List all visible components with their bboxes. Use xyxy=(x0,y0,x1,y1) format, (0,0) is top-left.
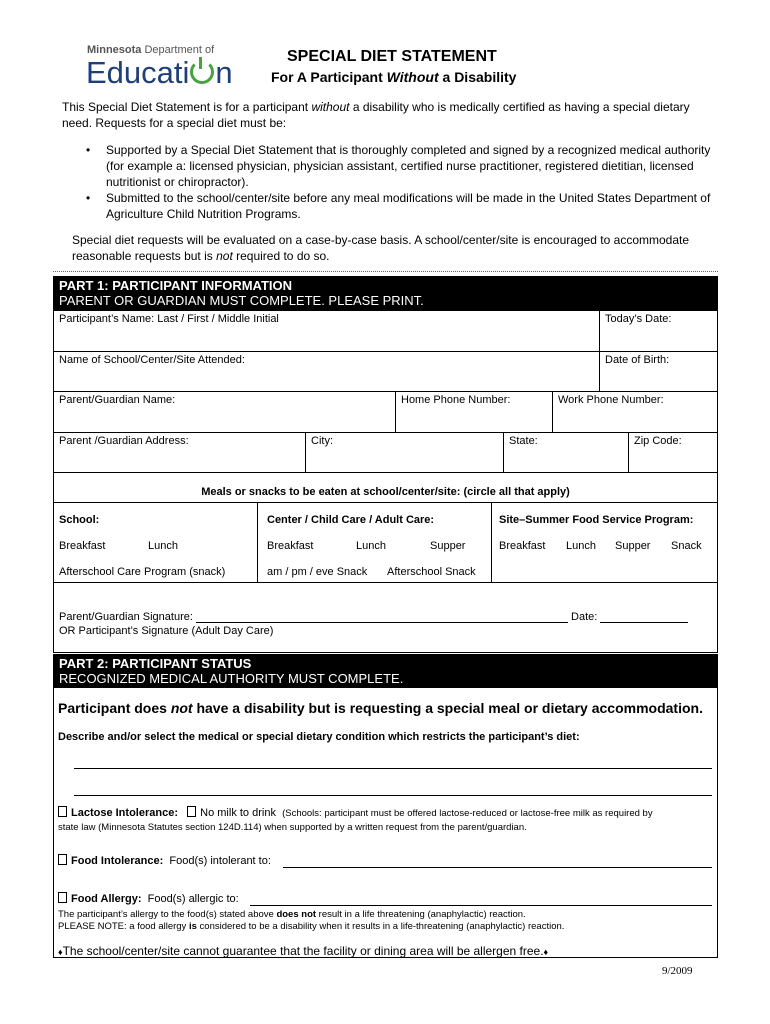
requirement-item: • Submitted to the school/center/site before any meal modifications will be made in the United States Department of Agriculture Child Nutrition Programs. xyxy=(78,190,718,222)
logo-department-line: Minnesota Department of xyxy=(87,44,215,56)
meal-option[interactable]: Lunch xyxy=(356,540,386,552)
evaluation-paragraph: Special diet requests will be evaluated on a case-by-case basis. A school/center/site is encouraged to accommodate reasonable requests but is not required to do so. xyxy=(72,233,690,263)
part2-header xyxy=(53,654,718,688)
meal-option[interactable]: Supper xyxy=(430,540,466,552)
document-subtitle: For A Participant Without a Disability xyxy=(271,69,517,85)
power-icon xyxy=(190,60,214,84)
signature-section xyxy=(54,583,717,652)
signature-date-line[interactable] xyxy=(600,622,688,623)
center-column-heading: Center / Child Care / Adult Care: xyxy=(267,514,435,526)
site-column-heading: Site–Summer Food Service Program: xyxy=(499,514,694,526)
food-allergy-option: Food Allergy: Food(s) allergic to: xyxy=(58,892,239,905)
form-row xyxy=(54,433,717,473)
form-row xyxy=(54,392,717,433)
lactose-checkbox[interactable] xyxy=(58,806,67,817)
meal-option[interactable]: Afterschool Snack xyxy=(387,566,476,578)
divider xyxy=(491,502,492,583)
no-milk-checkbox[interactable] xyxy=(187,806,196,817)
state-field[interactable]: State: xyxy=(503,433,628,472)
part1-heading: PART 1: PARTICIPANT INFORMATION xyxy=(59,278,293,293)
divider xyxy=(53,271,718,275)
work-phone-field[interactable]: Work Phone Number: xyxy=(552,392,717,432)
meal-option[interactable]: Breakfast xyxy=(267,540,314,552)
part2-heading: PART 2: PARTICIPANT STATUS xyxy=(59,656,252,671)
divider xyxy=(54,502,717,503)
document-title: SPECIAL DIET STATEMENT xyxy=(287,48,497,65)
document-version-date: 9/2009 xyxy=(662,965,693,977)
form-row xyxy=(54,352,717,392)
todays-date-field[interactable]: Today’s Date: xyxy=(599,311,717,351)
signature-row xyxy=(59,611,688,623)
requirements-list xyxy=(78,142,718,222)
part2-subheading: RECOGNIZED MEDICAL AUTHORITY MUST COMPLETE. xyxy=(59,671,404,686)
date-of-birth-field[interactable]: Date of Birth: xyxy=(599,352,717,391)
participant-name-field[interactable]: Participant’s Name: Last / First / Middle Initial xyxy=(59,313,279,325)
food-allergy-line[interactable] xyxy=(250,905,712,906)
part2-lead: Participant does not have a disability but is requesting a special meal or dietary accommodation. xyxy=(58,700,703,716)
condition-line-2[interactable] xyxy=(74,795,712,796)
city-field[interactable]: City: xyxy=(305,433,503,472)
zip-code-field[interactable]: Zip Code: xyxy=(628,433,717,472)
food-intolerance-option: Food Intolerance: Food(s) intolerant to: xyxy=(58,854,271,867)
guardian-address-field[interactable]: Parent /Guardian Address: xyxy=(59,435,189,447)
meal-option[interactable]: Snack xyxy=(671,540,702,552)
signature-alt-label: OR Participant’s Signature (Adult Day Care) xyxy=(59,625,274,637)
logo-education-wordmark: Educati n xyxy=(86,55,233,90)
food-intolerance-checkbox[interactable] xyxy=(58,854,67,865)
allergy-note: The participant’s allergy to the food(s) stated above does not result in a life threatening (anaphylactic) reaction. xyxy=(58,909,526,920)
guardian-name-field[interactable]: Parent/Guardian Name: xyxy=(59,394,176,406)
date-label: Date: xyxy=(571,611,598,623)
home-phone-field[interactable]: Home Phone Number: xyxy=(395,392,552,432)
part1-subheading: PARENT OR GUARDIAN MUST COMPLETE. PLEASE PRINT. xyxy=(59,293,424,308)
food-intolerance-line[interactable] xyxy=(283,867,712,868)
please-note: PLEASE NOTE: a food allergy is considered to be a disability when it results in a life-threatening (anaphylactic) reaction. xyxy=(58,921,565,932)
meals-section xyxy=(54,473,717,583)
meal-option[interactable]: Lunch xyxy=(566,540,596,552)
meal-option[interactable]: am / pm / eve Snack xyxy=(267,566,368,578)
part1-header xyxy=(53,276,718,310)
lactose-option: Lactose Intolerance: No milk to drink (Schools: participant must be offered lactose-reduced or lactose-free milk as required by xyxy=(58,806,653,819)
meals-title: Meals or snacks to be eaten at school/center/site: (circle all that apply) xyxy=(201,486,570,498)
meal-option[interactable]: Breakfast xyxy=(499,540,546,552)
meal-option[interactable]: Lunch xyxy=(148,540,178,552)
school-name-field[interactable]: Name of School/Center/Site Attended: xyxy=(59,354,245,366)
divider xyxy=(257,502,258,583)
intro-paragraph: This Special Diet Statement is for a participant without a disability who is medically certified as having a special dietary need. Requests for a special diet must be: xyxy=(62,100,690,130)
participant-information-form xyxy=(53,310,718,653)
meal-option[interactable]: Supper xyxy=(615,540,651,552)
diamond-icon: ♦ xyxy=(543,947,549,957)
food-allergy-checkbox[interactable] xyxy=(58,892,67,903)
condition-line-1[interactable] xyxy=(74,768,712,769)
signature-label: Parent/Guardian Signature: xyxy=(59,611,196,623)
allergen-disclaimer: ♦The school/center/site cannot guarantee that the facility or dining area will be allergen free.♦ xyxy=(58,944,549,958)
requirement-item: • Supported by a Special Diet Statement that is thoroughly completed and signed by a recognized medical authority (for example a: licensed physician, physician assistant, certified nurse practitioner, registered dietitian, licensed nutritionist or chiropractor). xyxy=(78,142,718,190)
meal-option[interactable]: Afterschool Care Program (snack) xyxy=(59,566,226,578)
form-row xyxy=(54,311,717,352)
describe-instruction: Describe and/or select the medical or special dietary condition which restricts the participant’s diet: xyxy=(58,731,580,743)
diamond-icon: ♦ xyxy=(58,947,63,957)
signature-line[interactable] xyxy=(196,622,568,623)
meal-option[interactable]: Breakfast xyxy=(59,540,106,552)
school-column-heading: School: xyxy=(59,514,100,526)
lactose-note: state law (Minnesota Statutes section 124D.114) when supported by a written request from the parent/guardian. xyxy=(58,822,527,833)
